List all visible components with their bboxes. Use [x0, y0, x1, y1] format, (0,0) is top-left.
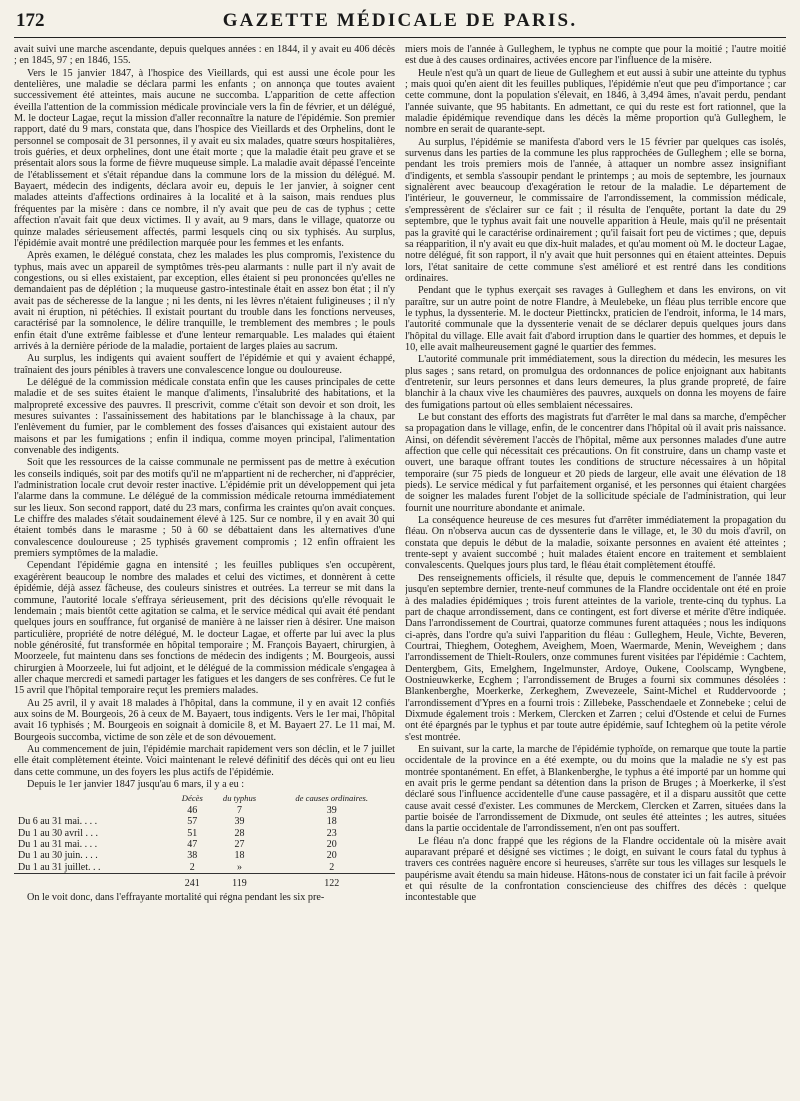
total-deaths-cell: 38 — [187, 850, 198, 862]
paragraph: Le délégué de la commission médicale constata enfin que les causes principales de cette maladie et de ses suites étaient le manque d'aliments, l'insalubrité des habitations, et la malpropreté excessive des pauvres. Il prescrivit, comme c'était son devoir et son droit, les mesures suivantes : l'assainissement des habitations par le blanchissage à la chaux, par l'enlèvement du fumier, par le comblement des fosses d'aisances qui existaient autour des maisons et par les fumigations ; enfin il indiqua, comme moyen principal, l'alimentation convenable des indigents. — [14, 376, 395, 457]
paragraph: L'autorité communale prit immédiatement, sous la direction du médecin, les mesures les plus sages ; sans retard, on promulgua des ordonnances de police enjoignant aux habitants d'entretenir, sur leurs personnes et dans leurs demeures, la plus grande propreté, de faire blanchir à la chaux vive les chaumières des pauvres, auxquels on donna les moyens de faire des fumigations partout où elles semblaient nécessaires. — [405, 354, 786, 411]
paragraph: Vers le 15 janvier 1847, à l'hospice des Vieillards, qui est aussi une école pour les dentelières, une maladie se déclara parmi les enfants ; on annonça que toutes avaient successivement été atteintes, mais aucune ne succomba. L'apparition de cette affection éveilla l'attention de la commission médicale provinciale vers la fin de février, et un délégué, M. le docteur Lagae, reçut la mission d'aller reconnaître la nature de l'épidémie. Son premier rapport, daté du 9 mars, constata que, dans l'hospice des Vieillards et des Orphelins, dont le personnel se composait de 31 personnes, il y avait eu six malades, quatre sœurs hospitalières, trois guéries, et deux orphelines, dont une était morte ; que la maladie était peu grave et se présentait alors sous la forme de fièvre muqueuse simple. La maladie avait dépassé l'enceinte de l'établissement et s'était répandue dans la commune lors de la mission du délégué. M. Bayaert, médecin des indigents, déclara avoir eu, depuis le 1er janvier, à soigner cent malades atteints d'affections ordinaires à la localité et à la saison, mais rendues plus fréquentes par la misère : dans ce nombre, il n'y avait que peu de cas de typhus ; cette affection n'avait fait que deux victimes. Il y avait, au 9 mars, dans le village, quatorze ou quinze malades sérieusement affectés, parmi lesquels cinq ou six typhisés. Au surplus, l'épidémie avait montré une prédilection marquée pour les femmes et les enfants. — [14, 67, 395, 249]
period-cell — [14, 805, 174, 816]
paragraph: Au 25 avril, il y avait 18 malades à l'hôpital, dans la commune, il y en avait 12 confiés aux soins de M. Bourgeois, 26 à ceux de M. Bayaert, tous indigents. Vers le 1er mai, l'hôpital avait 16 typhisés ; M. Bourgeois en soignait à domicile 8, et M. Bayaert 27. Le 11 mai, M. Bourgeois succomba, victime de son zèle et de son dévouement. — [14, 697, 395, 743]
typhus-deaths-cell: 28 — [234, 827, 245, 839]
paragraph: Au commencement de juin, l'épidémie marchait rapidement vers son déclin, et le 7 juillet elle était complètement éteinte. Voici maintenant le relevé définitif des décès qui ont eu lieu dans cette commune, un des foyers les plus actifs de l'épidémie. — [14, 743, 395, 778]
paragraph: Des renseignements officiels, il résulte que, depuis le commencement de l'année 1847 jusqu'en septembre dernier, trente-neuf communes de la Flandre occidentale ont été en proie à des maladies épidémiques ; trois furent atteintes de la variole, trente-cinq du typhus. La part de chaque arrondissement, dans ce contingent, est fort diverse et mérite d'être indiquée. Dans l'arrondissement de Courtrai, quatorze communes furent attaquées ; nous les indiquons ci-après, dans l'ordre qu'a suivi l'apparition du fléau : Gulleghem, Heule, Vichte, Beveren, Courtrai, Thieghem, Ooteghem, Aveighem, Moen, Waermarde, Menin, Weveighem ; dans l'arrondissement de Thielt-Roulers, onze communes furent visitées par l'épidémie : Cachtem, Dentergbem, Gits, Emelghem, Ingelmunster, Ardoye, Oukene, Coolscamp, Wyngbene, Oostnieuwkerke, Ecghem ; l'arrondissement de Bruges a fourni six communes désolées : Blankenberghe, Moerkerke, Zerkeghem, Zwevezeele, Saint-Michel et Ruddervoorde ; l'arrondissement d'Ypres en a fourni trois : Zillebeke, Passchendaele et Zonnebeke ; celui de Dixmude également trois : Merkem, Clercken et Zarren ; celui d'Ostende et celui de Furnes ont été épargnés par le typhus et par toute autre épidémie, sauf Ichteghem où la petite vérole s'est montrée. — [405, 572, 786, 743]
typhus-deaths-cell: » — [237, 861, 242, 873]
left-column — [14, 44, 395, 1094]
period-cell — [14, 878, 174, 889]
paragraph: En suivant, sur la carte, la marche de l'épidémie typhoïde, on remarque que toute la partie occidentale de la province en a été exempte, ou du moins que la maladie ne s'y est pas montrée spontanément. En effet, à Blankenberghe, le typhus a été importé par un homme qui en avait pris le germe pendant sa détention dans la prison de Bruges ; à Moerkerke, il s'est déclaré sous l'influence accidentelle d'une cause passagère, et il a disparu aussitôt que cette cause avait cessé d'exister. Les communes de Merckem, Clercken et Zarren, situées dans la partie boisée de l'arrondissement de Dixmude, ont seules été atteintes ; les autres, situées dans la partie occidentale de l'arrondissement, n'en ont pas souffert. — [405, 743, 786, 835]
paragraph: avait suivi une marche ascendante, depuis quelques années : en 1844, il y avait eu 406 décès ; en 1845, 97 ; en 1846, 155. — [14, 44, 395, 67]
period-cell: Du 6 au 31 mai. . . . — [18, 816, 98, 828]
paragraph: Au surplus, les indigents qui avaient souffert de l'épidémie et qui y avaient échappé, traînaient des jours pénibles à travers une convalescence longue ou douloureuse. — [14, 353, 395, 376]
total-deaths-cell: 2 — [189, 861, 195, 873]
table-row — [14, 828, 395, 839]
table-row — [14, 862, 395, 874]
running-title: GAZETTE MÉDICALE DE PARIS. — [222, 10, 578, 31]
typhus-deaths-cell: 119 — [232, 877, 247, 889]
typhus-deaths-cell: 7 — [237, 804, 242, 816]
table-row — [14, 816, 395, 827]
paragraph: Après examen, le délégué constata, chez les malades les plus compromis, l'existence du typhus, mais avec un appareil de symptômes très-peu alarmants : nulle part il n'y avait de congestions, ou si elles existaient, par exception, elles étaient si peu prononcées qu'elles ne demandaient pas de déplétion ; la muqueuse gastro-intestinale était en assez bon état ; il n'y avait pas de sécheresse de la langue ; ni les dents, ni les lèvres n'étaient fuligineuses ; il n'y avait ni éruption, ni pétéchies. Il existait pourtant du trouble dans les fonctions nerveuses, caractérisé par la somnolence, le délire tranquille, le tremblement des membres ; le pouls enfin était d'une extrême faiblesse et d'une lenteur remarquable. Les malades qui étaient arrivés à la dernière période de la maladie, portaient de larges plaies au sacrum. — [14, 250, 395, 352]
ordinary-deaths-cell: 2 — [329, 861, 335, 873]
table-header-cell — [14, 793, 174, 804]
table-intro: Depuis le 1er janvier 1847 jusqu'au 6 mars, il y a eu : — [27, 779, 245, 790]
paragraph: Soit que les ressources de la caisse communale ne permissent pas de mettre à exécution les conseils indiqués, soit par des motifs qu'il ne m'appartient ni de rechercher, ni d'apprécier, l'administration locale crut devoir rester inactive. L'épidémie prit un développement qui jeta l'alarme dans la commune. Le délégué de la commission médicale retourna immédiatement sur les lieux. Son second rapport, daté du 23 mars, confirma les craintes qu'on avait conçues. Le chiffre des malades s'était soudainement élevé à 125. Sur ce nombre, il y en avait 30 qui étaient tombés dans le marasme ; 50 à 60 se débattaient dans les alternatives d'une convalescence douloureuse ; 25 typhisés gravement compromis ; 12 enfin offraient les premiers symptômes de la maladie. — [14, 457, 395, 560]
typhus-deaths-cell: 27 — [234, 838, 245, 850]
paragraph: La conséquence heureuse de ces mesures fut d'arrêter immédiatement la propagation du fléau. On n'observa aucun cas de dyssenterie dans le village, et, le 30 du mois d'avril, on constata que depuis le début de la maladie, soixante personnes en avaient été atteintes ; trente-sept y avaient succombé ; huit malades étaient encore en traitement et semblaient convalescents. Quelques jours plus tard, le fléau était complètement étouffé. — [405, 515, 786, 572]
table-row — [14, 839, 395, 850]
right-column — [405, 44, 786, 1094]
deaths-table — [14, 793, 395, 889]
table-total-row — [14, 878, 395, 889]
paragraph: Cependant l'épidémie gagna en intensité ; les feuilles publiques s'en occupèrent, exagérèrent beaucoup le nombre des malades et celui des victimes, et donnèrent à cette épidémie, déjà assez fâcheuse, des couleurs sinistres et outrées. La terreur se mit dans la commune, l'autorité locale s'effraya sérieusement, prit des décisions qu'elle révoquait le lendemain ; mais bientôt cette agitation se calma, et le service médical qui avait été pendant quelques jours en souffrance, fut organisé de manière à ne laisser rien à désirer. Une maison particulière, propriété de notre délégué, M. le docteur Lagae, et offerte par lui avec la plus noble générosité, fut transformée en hôpital temporaire ; M. François Bayaert, chirurgien, à Moorzeele, fut maintenu dans ses fonctions de médecin des indigents ; M. Bourgeois, aussi chirurgien à Moorzeele, lui fut adjoint, et le délégué de la commission médicale s'engagea à aller chaque mercredi et samedi partager les fatigues et les dangers de ses confrères. Ce fut le 15 avril que l'hôpital temporaire reçut les premiers malades. — [14, 560, 395, 697]
total-deaths-cell: 51 — [187, 827, 198, 839]
ordinary-deaths-cell: 23 — [326, 827, 337, 839]
table-header-cell: du typhus — [222, 793, 257, 804]
table-row — [14, 805, 395, 816]
typhus-deaths-cell: 18 — [234, 850, 245, 862]
period-cell: Du 1 au 31 mai. . . . — [18, 838, 98, 850]
period-cell: Du 1 au 31 juillet. . . — [18, 861, 101, 873]
table-header-row — [14, 793, 395, 804]
paragraph: Heule n'est qu'à un quart de lieue de Gulleghem et eut aussi à subir une atteinte du typhus ; mais quoi qu'en aient dit les feuilles publiques, l'épidémie n'eut que peu d'importance ; car cette commune, dont la population s'élevait, en 1846, à 3,494 âmes, n'avait perdu, pendant l'année suivante, que 95 habitants. En admettant, ce qui du reste est fort rationnel, que la maladie épidémique revendique dans les décès la même proportion qu'à Gulleghem, le nombre en serait de quarante-sept. — [405, 67, 786, 136]
period-cell: Du 1 au 30 avril . . . — [18, 827, 98, 839]
table-header-cell: de causes ordinaires. — [295, 793, 369, 804]
paragraph: Le fléau n'a donc frappé que les régions de la Flandre occidentale où la misère avait auparavant préparé et désigné ses victimes ; le doigt, en suivant le cours fatal du typhus à travers ces contrées naguère encore si heureuses, s'arrête sur tous les villages sur lesquels le paupérisme avait étendu sa main hideuse. Hâtons-nous de constater ici un fait facile à prévoir et qui résulte de la confrontation consciencieuse des chiffres des décès : quelque incontestable que — [405, 835, 786, 904]
table-header-cell: Décès — [181, 793, 203, 804]
period-cell: Du 1 au 30 juin. . . . — [18, 850, 98, 862]
ordinary-deaths-cell: 18 — [326, 816, 337, 828]
total-deaths-cell: 57 — [187, 816, 198, 828]
page-header — [14, 8, 786, 38]
total-deaths-cell: 46 — [187, 804, 198, 816]
two-column-body — [14, 44, 786, 1094]
table-row — [14, 850, 395, 861]
typhus-deaths-cell: 39 — [234, 816, 245, 828]
total-deaths-cell: 241 — [184, 877, 200, 889]
paragraph: On le voit donc, dans l'effrayante mortalité qui régna pendant les six pre- — [27, 892, 325, 904]
page-number: 172 — [16, 10, 45, 31]
ordinary-deaths-cell: 122 — [324, 877, 340, 889]
ordinary-deaths-cell: 20 — [326, 838, 337, 850]
paragraph: Pendant que le typhus exerçait ses ravages à Gulleghem et dans les environs, on vit paraître, sur un autre point de notre Flandre, à Meulebeke, un fléau plus terrible encore que le typhus, la dyssenterie. M. le docteur Piettinckx, praticien de l'endroit, informa, le 14 mars, l'autorité communale que la dyssenterie venait de se déclarer depuis quelques jours dans l'hôpital du village. Elle avait fait d'abord irruption dans le quartier des hommes, et depuis le 10, elle avait malheureusement gagné le quartier des femmes. — [405, 285, 786, 353]
paragraph: Au surplus, l'épidémie se manifesta d'abord vers le 15 février par quelques cas isolés, survenus dans les parties de la commune les plus rapprochées de Gulleghem ; elle se borna, pendant les trois premiers mois de l'année, à attaquer un nombre assez insignifiant d'indigents, et sembla s'assoupir pendant le printemps ; au mois de septembre, les journaux signalèrent avec beaucoup d'exagération le retour de la maladie. Le département de l'intérieur, le gouverneur, le commissaire de l'arrondissement, la commission médicale, s'empressèrent de s'éclairer sur ce fait ; il résulta de l'enquête, portant la date du 29 septembre, que le typhus avait fait une nouvelle apparition à Heule, mais qu'il ne présentait pas la gravité qui le caractérise ordinairement ; qu'il faisait fort peu de victimes ; que, depuis sa réapparition, il n'y avait eu que dix-huit malades, et qu'au moment où M. le docteur Lagae, notre délégué, fit son rapport, il n'y avait que huit personnes qui en étaient atteintes. Depuis lors, l'état sanitaire de cette commune s'est amélioré et est rentré dans les conditions ordinaires. — [405, 136, 786, 284]
ordinary-deaths-cell: 39 — [326, 804, 337, 816]
paragraph: miers mois de l'année à Gulleghem, le typhus ne compte que pour la moitié ; l'autre moitié est due à des causes ordinaires, activées encore par l'influence de la misère. — [405, 44, 786, 67]
total-deaths-cell: 47 — [187, 838, 198, 850]
paragraph: Le but constant des efforts des magistrats fut d'arrêter le mal dans sa marche, d'empêcher sa propagation dans le village, enfin, de le concentrer dans l'hôpital où il avait pris naissance. Ainsi, on défendit sévèrement l'accès de l'hôpital, même aux personnes malades d'une autre affection que celle qui nécessitait ces précautions. On fit construire, dans un champ vaste et ouvert, une baraque offrant toutes les conditions de structure nécessaires à un hôpital temporaire (sur 75 pieds de longueur et 20 pieds de largeur, elle avait une élévation de 18 pieds). Le service médical y fut parfaitement organisé, et les personnes qui étaient chargées de soigner les malades furent l'objet de la sollicitude spéciale de l'administration, qui leur fournit une nourriture abondante et animale. — [405, 412, 786, 514]
ordinary-deaths-cell: 20 — [326, 850, 337, 862]
